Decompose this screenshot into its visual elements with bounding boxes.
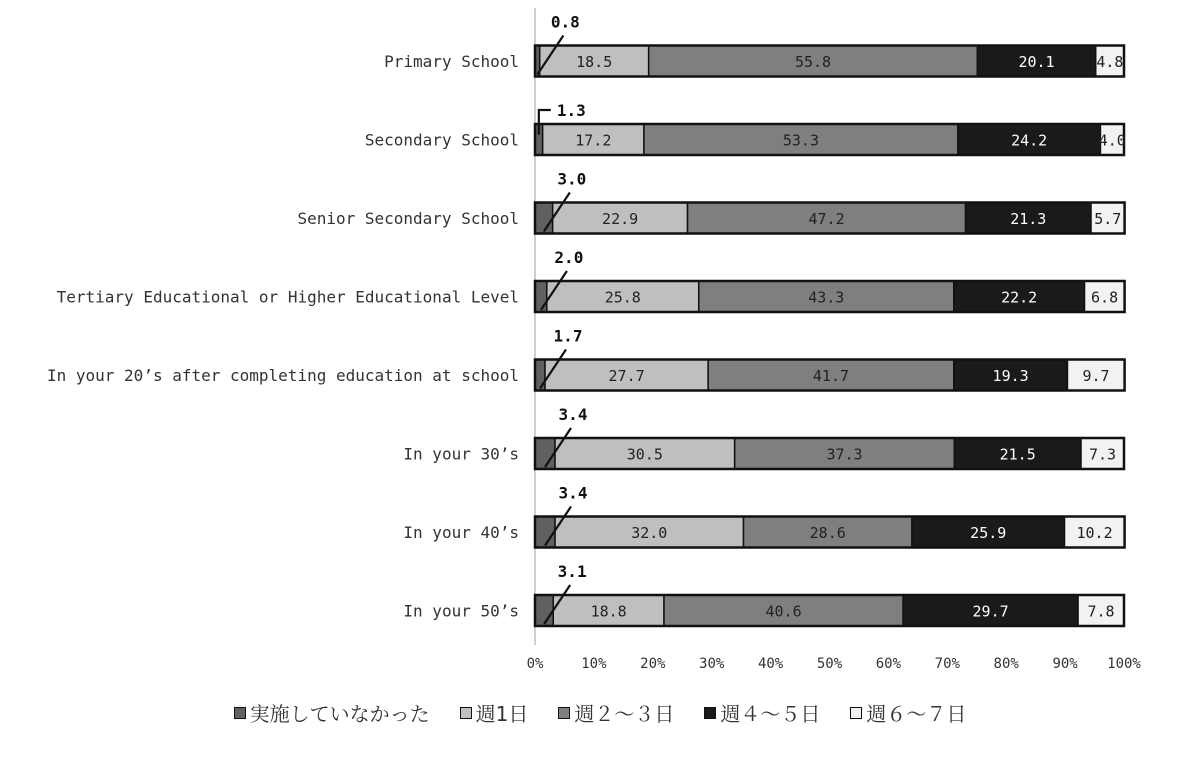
- data-label: 17.2: [575, 131, 612, 150]
- data-label: 47.2: [808, 210, 845, 228]
- data-label: 20.1: [1018, 53, 1055, 71]
- legend-label: 実施していなかった: [249, 702, 430, 726]
- data-label: 24.2: [1011, 131, 1048, 150]
- bar-segment: [535, 281, 547, 312]
- callout-label: 1.7: [553, 326, 583, 346]
- legend-swatch: [558, 707, 570, 719]
- data-label: 10.2: [1076, 524, 1113, 542]
- data-label: 40.6: [765, 602, 802, 621]
- callout-label: 0.8: [550, 12, 580, 32]
- legend-item: [234, 698, 430, 727]
- legend-label: 週４～５日: [720, 702, 821, 726]
- callout-label: 1.3: [556, 101, 586, 120]
- callout-label: 3.4: [558, 483, 588, 503]
- data-label: 28.6: [809, 524, 846, 542]
- bar-segment: [535, 360, 545, 391]
- data-label: 53.3: [782, 131, 819, 150]
- data-label: 41.7: [812, 367, 850, 385]
- data-label: 6.8: [1091, 288, 1119, 307]
- callout-label: 3.0: [557, 169, 587, 189]
- data-label: 55.8: [794, 53, 832, 71]
- x-tick-label: 0%: [526, 656, 544, 672]
- data-label: 7.8: [1087, 602, 1115, 621]
- category-label: Secondary School: [364, 130, 519, 150]
- data-label: 30.5: [626, 445, 663, 464]
- data-label: 7.3: [1088, 445, 1117, 464]
- data-label: 22.2: [1001, 288, 1038, 307]
- data-label: 29.7: [972, 602, 1009, 621]
- data-label: 9.7: [1082, 367, 1110, 385]
- callout-label: 3.1: [557, 562, 587, 581]
- legend-swatch: [234, 707, 246, 719]
- data-label: 18.5: [576, 53, 613, 71]
- data-label: 21.3: [1010, 210, 1047, 228]
- x-tick-label: 70%: [934, 656, 960, 672]
- category-label: In your 50’s: [403, 601, 519, 621]
- data-label: 22.9: [602, 210, 639, 228]
- data-label: 25.9: [970, 524, 1007, 542]
- x-tick-label: 50%: [816, 656, 843, 672]
- legend-label: 週２～３日: [574, 702, 675, 726]
- legend-label: 週1日: [475, 702, 529, 726]
- bar-segment: [535, 203, 553, 234]
- legend-swatch: [850, 707, 862, 719]
- data-label: 19.3: [992, 367, 1029, 385]
- legend-item: [460, 698, 529, 727]
- legend-item: [850, 698, 966, 727]
- x-tick-label: 20%: [640, 656, 666, 672]
- x-tick-label: 80%: [993, 656, 1019, 672]
- chart-legend: [0, 698, 1200, 727]
- callout-label: 2.0: [554, 248, 584, 267]
- bar-segment: [535, 595, 553, 626]
- data-label: 5.7: [1094, 210, 1122, 228]
- data-label: 32.0: [631, 524, 668, 542]
- legend-item: [704, 698, 820, 727]
- x-tick-label: 30%: [699, 656, 725, 672]
- x-tick-label: 10%: [581, 656, 607, 672]
- data-label: 21.5: [999, 445, 1036, 464]
- callout-label: 3.4: [558, 405, 588, 424]
- category-label: In your 40’s: [403, 523, 519, 542]
- data-label: 4.8: [1096, 53, 1124, 71]
- category-label: In your 20’s after completing education at school: [46, 366, 519, 385]
- category-label: Primary School: [384, 52, 519, 71]
- category-label: Senior Secondary School: [297, 209, 519, 228]
- data-label: 25.8: [604, 288, 641, 307]
- data-label: 27.7: [608, 367, 645, 385]
- category-label: Tertiary Educational or Higher Educational Level: [56, 287, 519, 307]
- x-tick-label: 60%: [875, 656, 902, 672]
- bar-segment: [535, 438, 555, 469]
- x-tick-label: 100%: [1107, 656, 1141, 672]
- legend-label: 週６～７日: [866, 702, 967, 726]
- bar-segment: [535, 517, 555, 548]
- data-label: 4.0: [1098, 131, 1126, 150]
- data-label: 37.3: [826, 445, 863, 464]
- x-tick-label: 40%: [757, 656, 784, 672]
- category-label: In your 30’s: [403, 444, 519, 464]
- legend-swatch: [460, 707, 472, 719]
- legend-item: [558, 698, 674, 727]
- data-label: 18.8: [590, 602, 627, 621]
- data-label: 43.3: [808, 288, 845, 307]
- x-tick-label: 90%: [1052, 656, 1078, 672]
- legend-swatch: [704, 707, 716, 719]
